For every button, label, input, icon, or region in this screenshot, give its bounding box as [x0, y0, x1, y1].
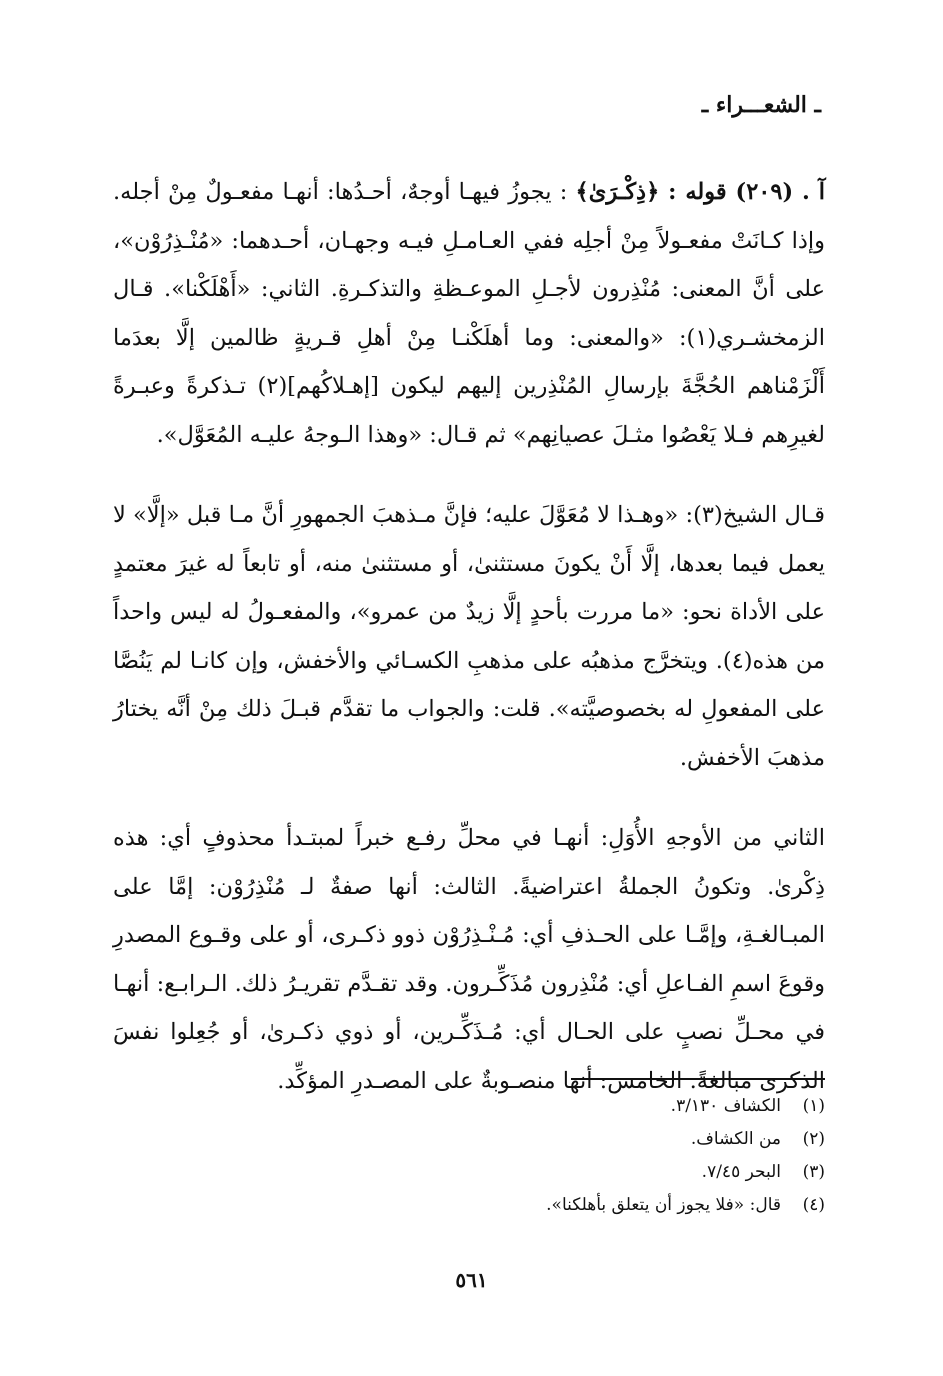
footnote-4	[113, 1189, 825, 1222]
paragraph-3: الثاني من الأوجهِ الأُوَلِ: أنهـا في محلِّ رفـع خبراً لمبتـدأ محذوفٍ أي: هذه ذِكْرىٰ. وتكونُ الجملةُ اعتراضيةً. الثالث: أنها صفةٌ لـ مُنْذِرُوْن: إمَّا على المبـالغـةِ، وإمَّـا على الحـذفِ أي: مُـنْـذِرُوْن ذوو ذكـرى، أو على وقـوع المصدرِ وقوعَ اسمِ الفـاعلِ أي: مُنْذِرون مُذَكِّـرون. وقد تقـدَّم تقريـرُ ذلك. الـرابـع: أنهـا في محـلِّ نصبٍ على الحـال أي: مُـذَكِّـرين، أو ذوي ذكـرىٰ، أو جُعِلوا نفسَ الذكرى مبالغةً. الخامس: أنها منصـوبةٌ على المصـدرِ المؤكِّد.	[113, 825, 825, 1094]
footnote-number: (١)	[802, 1096, 825, 1116]
footnote-text: الكشاف ٣/١٣٠.	[670, 1096, 781, 1116]
paragraph-1-text: : يجوزُ فيهـا أوجهٌ، أحـدُها: أنهـا مفعـولٌ مِنْ أجله. وإذا كـانَتْ مفعـولاً مِنْ أجلِه ففي العـامـلِ فيـه وجهـان، أحـدهما: «مُنْـذِرُوْن»، على أنَّ المعنى: مُنْذِرون لأجـلِ الموعـظةِ والتذكـرةِ. الثاني: «أَهْلَكْنا». قـال الزمخشـري(١): «والمعنى: وما أهلَكْنـا مِنْ أهلِ قـريةٍ ظالمين إلَّا بعدَما أَلْزَمْناهم الحُجَّةَ بإرسالِ المُنْذِرين إليهم ليكون [إهـلاكُهم](٢) تـذكرةً وعبـرةً لغيرِهم فـلا يَعْصُوا مثـلَ عصيانِهم» ثم قـال: «وهذا الـوجهُ عليـه المُعَوَّل».	[113, 179, 825, 448]
paragraph-1	[113, 168, 825, 459]
footnote-text: قال: «فلا يجوز أن يتعلق بأهلكنا».	[546, 1195, 781, 1215]
page-number: ٥٦١	[455, 1268, 488, 1292]
footnote-text: من الكشاف.	[690, 1129, 781, 1149]
paragraph-2: قـال الشيخ(٣): «وهـذا لا مُعَوَّلَ عليه؛ فإنَّ مـذهبَ الجمهورِ أنَّ مـا قبل «إلَّا» لا يعمل فيما بعدها، إلَّا أَنْ يكونَ مستثنىٰ، أو مستثنىٰ منه، أو تابعاً له غيرَ معتمدٍ على الأداة نحو: «ما مررت بأحدٍ إلَّا زيدٌ من عمرو»، والمفعـولُ له ليس واحداً من هذه(٤). ويتخرَّج مذهبُه على مذهبِ الكسـائي والأخفش، وإن كانـا لم يَنُصَّا على المفعولِ له بخصوصيَّته». قلت: والجواب ما تقدَّم قبـلَ ذلك مِنْ أنَّه يختارُ مذهبَ الأخفش.	[113, 502, 825, 771]
footnote-3	[113, 1156, 825, 1189]
main-text	[113, 168, 825, 1105]
footnote-text: البحر ٧/٤٥.	[701, 1162, 781, 1182]
footnote-1	[113, 1090, 825, 1123]
footnote-number: (٢)	[802, 1129, 825, 1149]
footnote-2	[113, 1123, 825, 1156]
footnote-separator	[571, 1078, 825, 1080]
footnote-number: (٤)	[802, 1195, 825, 1215]
footnote-number: (٣)	[802, 1162, 825, 1182]
verse-reference: آ . (٢٠٩) قوله : ﴿ذِكْـرَىٰ﴾	[575, 179, 825, 205]
footnotes	[113, 1090, 825, 1222]
running-header: ـ الشعـــراء ـ	[701, 92, 821, 118]
